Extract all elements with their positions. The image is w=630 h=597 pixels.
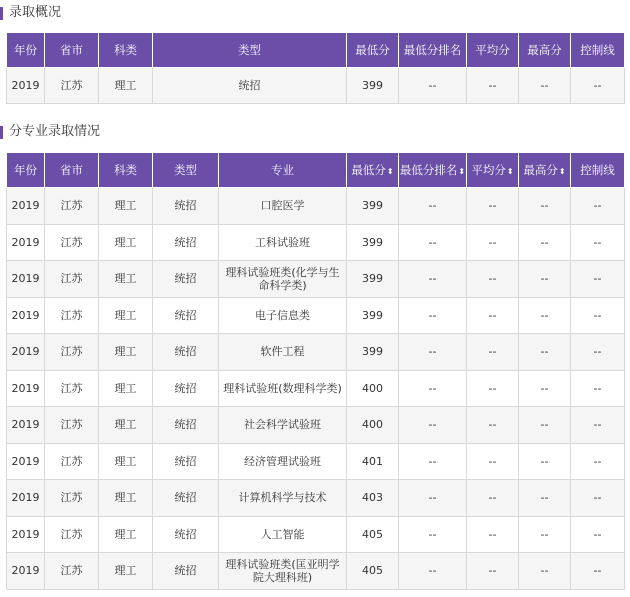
cell-control-line: -- — [571, 188, 625, 225]
table-row — [7, 516, 625, 553]
cell-category: 理工 — [99, 224, 153, 261]
cell-type: 统招 — [153, 443, 219, 480]
cell-min-rank: -- — [399, 68, 467, 104]
cell-control-line: -- — [571, 516, 625, 553]
cell-major: 口腔医学 — [219, 188, 347, 225]
cell-province: 江苏 — [45, 370, 99, 407]
header-label: 科类 — [114, 43, 137, 57]
header-type — [153, 33, 347, 68]
majors-header-row — [7, 153, 625, 188]
cell-avg-score: -- — [467, 261, 519, 298]
cell-province: 江苏 — [45, 188, 99, 225]
header-category — [99, 153, 153, 188]
cell-type: 统招 — [153, 188, 219, 225]
table-row — [7, 480, 625, 517]
header-category — [99, 33, 153, 68]
header-min-score — [347, 33, 399, 68]
cell-min-score: 399 — [347, 188, 399, 225]
cell-category: 理工 — [99, 407, 153, 444]
cell-type: 统招 — [153, 370, 219, 407]
cell-control-line: -- — [571, 480, 625, 517]
header-type — [153, 153, 219, 188]
header-label: 类型 — [238, 43, 261, 57]
cell-control-line: -- — [571, 334, 625, 371]
majors-title-text: 分专业录取情况 — [9, 124, 101, 139]
cell-year: 2019 — [7, 224, 45, 261]
table-row — [7, 297, 625, 334]
cell-max-score: -- — [519, 188, 571, 225]
cell-min-score: 405 — [347, 516, 399, 553]
cell-max-score: -- — [519, 297, 571, 334]
header-label: 最低分 — [355, 43, 390, 57]
header-province — [45, 153, 99, 188]
cell-province: 江苏 — [45, 443, 99, 480]
section-marker-icon — [0, 126, 3, 139]
cell-category: 理工 — [99, 516, 153, 553]
cell-min-rank: -- — [399, 188, 467, 225]
header-min-rank — [399, 33, 467, 68]
table-row — [7, 224, 625, 261]
cell-major: 人工智能 — [219, 516, 347, 553]
cell-min-rank: -- — [399, 516, 467, 553]
cell-max-score: -- — [519, 407, 571, 444]
overview-table — [6, 32, 625, 104]
cell-year: 2019 — [7, 553, 45, 590]
cell-province: 江苏 — [45, 334, 99, 371]
header-max-score[interactable] — [519, 153, 571, 188]
cell-type: 统招 — [153, 68, 347, 104]
sort-icon[interactable]: ⬍ — [386, 167, 394, 176]
cell-control-line: -- — [571, 553, 625, 590]
header-min-rank[interactable] — [399, 153, 467, 188]
overview-title-text: 录取概况 — [9, 5, 62, 20]
header-label: 省市 — [60, 163, 83, 177]
cell-year: 2019 — [7, 370, 45, 407]
cell-max-score: -- — [519, 443, 571, 480]
cell-type: 统招 — [153, 480, 219, 517]
cell-category: 理工 — [99, 480, 153, 517]
cell-province: 江苏 — [45, 297, 99, 334]
table-row — [7, 68, 625, 104]
overview-section-title — [0, 3, 61, 23]
cell-max-score: -- — [519, 553, 571, 590]
cell-province: 江苏 — [45, 480, 99, 517]
cell-category: 理工 — [99, 443, 153, 480]
header-label: 专业 — [271, 163, 294, 177]
cell-avg-score: -- — [467, 443, 519, 480]
cell-avg-score: -- — [467, 480, 519, 517]
cell-major: 理科试验班类(化学与生命科学类) — [219, 261, 347, 298]
header-label: 控制线 — [580, 43, 615, 57]
cell-year: 2019 — [7, 480, 45, 517]
cell-min-score: 399 — [347, 261, 399, 298]
cell-max-score: -- — [519, 480, 571, 517]
cell-max-score: -- — [519, 370, 571, 407]
cell-major: 计算机科学与技术 — [219, 480, 347, 517]
majors-table — [6, 152, 625, 590]
header-year — [7, 153, 45, 188]
cell-type: 统招 — [153, 261, 219, 298]
header-label: 最低分排名 — [403, 43, 462, 57]
cell-province: 江苏 — [45, 553, 99, 590]
cell-major: 工科试验班 — [219, 224, 347, 261]
table-row — [7, 443, 625, 480]
cell-control-line: -- — [571, 443, 625, 480]
cell-province: 江苏 — [45, 224, 99, 261]
header-label: 省市 — [60, 43, 83, 57]
header-label: 平均分 — [475, 43, 510, 57]
cell-min-rank: -- — [399, 224, 467, 261]
cell-control-line: -- — [571, 261, 625, 298]
cell-min-rank: -- — [399, 334, 467, 371]
header-avg-score — [467, 33, 519, 68]
cell-year: 2019 — [7, 334, 45, 371]
header-control-line — [571, 153, 625, 188]
header-label: 科类 — [114, 163, 137, 177]
cell-year: 2019 — [7, 443, 45, 480]
cell-min-rank: -- — [399, 480, 467, 517]
cell-major: 社会科学试验班 — [219, 407, 347, 444]
table-row — [7, 188, 625, 225]
cell-category: 理工 — [99, 68, 153, 104]
header-province — [45, 33, 99, 68]
header-year — [7, 33, 45, 68]
table-row — [7, 370, 625, 407]
cell-min-rank: -- — [399, 553, 467, 590]
cell-year: 2019 — [7, 407, 45, 444]
cell-province: 江苏 — [45, 261, 99, 298]
cell-avg-score: -- — [467, 334, 519, 371]
header-control-line — [571, 33, 625, 68]
cell-min-score: 399 — [347, 334, 399, 371]
header-max-score — [519, 33, 571, 68]
cell-max-score: -- — [519, 334, 571, 371]
table-row — [7, 553, 625, 590]
cell-major: 理科试验班类(匡亚明学院大理科班) — [219, 553, 347, 590]
cell-min-score: 399 — [347, 224, 399, 261]
cell-province: 江苏 — [45, 407, 99, 444]
cell-max-score: -- — [519, 224, 571, 261]
table-row — [7, 261, 625, 298]
cell-min-rank: -- — [399, 370, 467, 407]
cell-min-rank: -- — [399, 407, 467, 444]
sort-icon[interactable]: ⬍ — [558, 167, 566, 176]
cell-province: 江苏 — [45, 68, 99, 104]
cell-min-score: 405 — [347, 553, 399, 590]
cell-max-score: -- — [519, 68, 571, 104]
cell-min-rank: -- — [399, 443, 467, 480]
cell-min-score: 403 — [347, 480, 399, 517]
cell-year: 2019 — [7, 516, 45, 553]
cell-category: 理工 — [99, 188, 153, 225]
header-label: 年份 — [14, 43, 37, 57]
cell-major: 理科试验班(数理科学类) — [219, 370, 347, 407]
cell-control-line: -- — [571, 370, 625, 407]
sort-icon[interactable]: ⬍ — [506, 167, 514, 176]
cell-year: 2019 — [7, 261, 45, 298]
cell-avg-score: -- — [467, 370, 519, 407]
cell-province: 江苏 — [45, 516, 99, 553]
cell-control-line: -- — [571, 407, 625, 444]
cell-type: 统招 — [153, 334, 219, 371]
majors-section-title — [0, 122, 100, 142]
cell-control-line: -- — [571, 224, 625, 261]
cell-major: 经济管理试验班 — [219, 443, 347, 480]
cell-min-rank: -- — [399, 297, 467, 334]
cell-min-score: 399 — [347, 297, 399, 334]
cell-min-score: 400 — [347, 370, 399, 407]
header-label: 控制线 — [580, 163, 615, 177]
cell-type: 统招 — [153, 297, 219, 334]
header-label: 最低分排名 — [399, 163, 458, 177]
cell-year: 2019 — [7, 68, 45, 104]
cell-avg-score: -- — [467, 553, 519, 590]
cell-avg-score: -- — [467, 407, 519, 444]
cell-avg-score: -- — [467, 188, 519, 225]
cell-category: 理工 — [99, 553, 153, 590]
cell-min-score: 399 — [347, 68, 399, 104]
cell-year: 2019 — [7, 188, 45, 225]
cell-year: 2019 — [7, 297, 45, 334]
header-min-score[interactable] — [347, 153, 399, 188]
cell-avg-score: -- — [467, 516, 519, 553]
section-marker-icon — [0, 7, 3, 20]
cell-min-rank: -- — [399, 261, 467, 298]
header-label: 平均分 — [471, 163, 506, 177]
cell-major: 软件工程 — [219, 334, 347, 371]
cell-type: 统招 — [153, 224, 219, 261]
cell-category: 理工 — [99, 370, 153, 407]
cell-min-score: 400 — [347, 407, 399, 444]
cell-avg-score: -- — [467, 68, 519, 104]
cell-max-score: -- — [519, 516, 571, 553]
header-label: 最高分 — [527, 43, 562, 57]
cell-major: 电子信息类 — [219, 297, 347, 334]
cell-avg-score: -- — [467, 224, 519, 261]
header-major — [219, 153, 347, 188]
cell-control-line: -- — [571, 297, 625, 334]
sort-icon[interactable]: ⬍ — [458, 167, 466, 176]
cell-type: 统招 — [153, 516, 219, 553]
cell-avg-score: -- — [467, 297, 519, 334]
cell-type: 统招 — [153, 407, 219, 444]
cell-type: 统招 — [153, 553, 219, 590]
header-label: 年份 — [14, 163, 37, 177]
table-row — [7, 334, 625, 371]
header-label: 最低分 — [351, 163, 386, 177]
cell-category: 理工 — [99, 334, 153, 371]
header-label: 类型 — [174, 163, 197, 177]
overview-header-row — [7, 33, 625, 68]
cell-category: 理工 — [99, 297, 153, 334]
cell-min-score: 401 — [347, 443, 399, 480]
cell-category: 理工 — [99, 261, 153, 298]
header-label: 最高分 — [523, 163, 558, 177]
table-row — [7, 407, 625, 444]
cell-control-line: -- — [571, 68, 625, 104]
header-avg-score[interactable] — [467, 153, 519, 188]
cell-max-score: -- — [519, 261, 571, 298]
